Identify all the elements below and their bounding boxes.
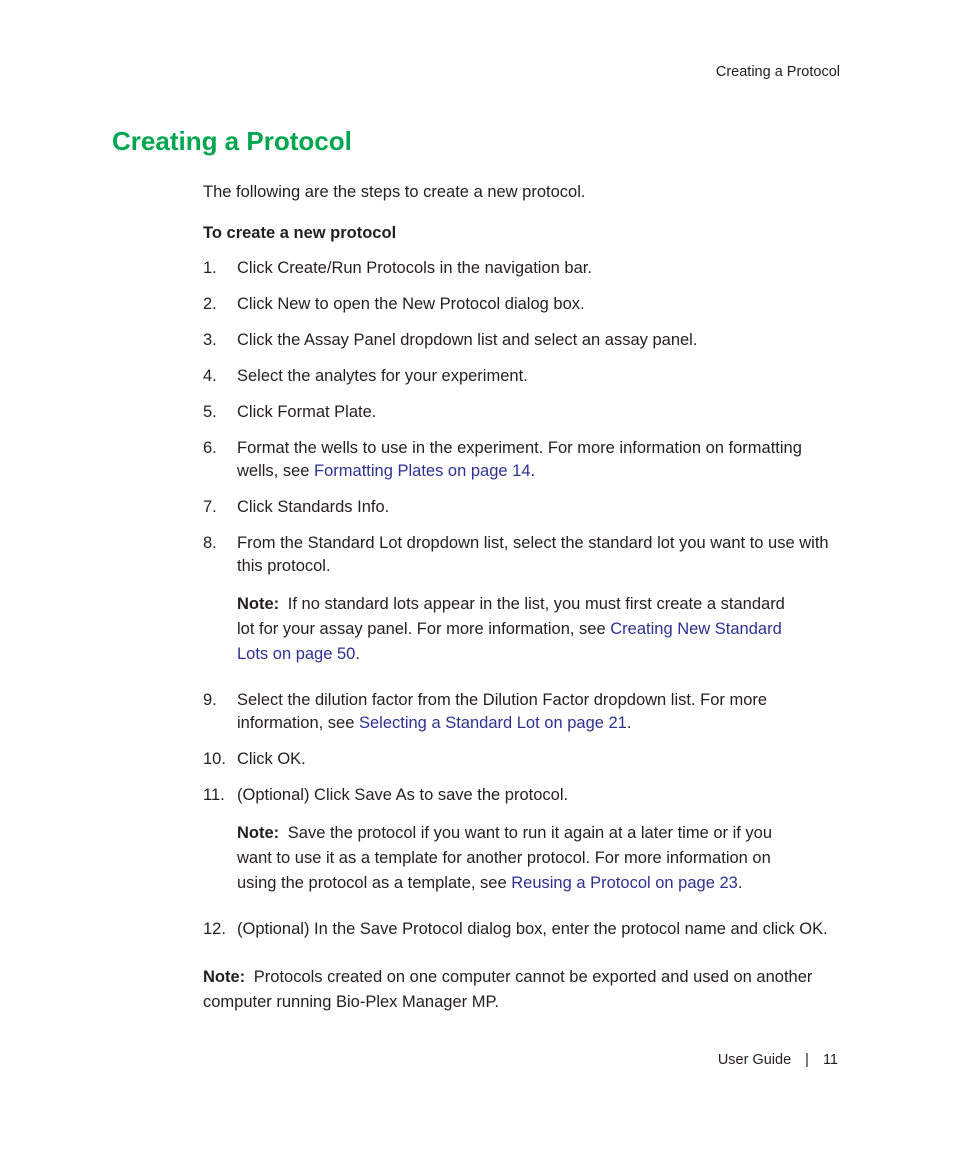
step-item (203, 401, 833, 424)
step-text: Select the dilution factor from the Dilution Factor dropdown list. For more information, see (237, 691, 768, 732)
step-item (203, 437, 833, 483)
step-number: 2. (203, 295, 217, 313)
step-item (203, 689, 833, 735)
step-text: Click Format Plate. (237, 403, 377, 421)
page-title: Creating a Protocol (112, 126, 352, 156)
step-text-end: . (530, 462, 536, 480)
note-text: Protocols created on one computer cannot be exported and used on another computer running Bio-Plex Manager MP. (203, 968, 813, 1011)
step-number: 1. (203, 259, 217, 277)
note-label: Note: (203, 968, 246, 986)
note-label: Note: (237, 824, 280, 842)
step-number: 5. (203, 403, 217, 421)
step-item (203, 532, 833, 667)
step-text: Click Create/Run Protocols in the navigation bar. (237, 259, 592, 277)
step-item (203, 293, 833, 316)
note-text-end: . (737, 874, 743, 892)
step-item (203, 496, 833, 519)
link-formatting-plates[interactable]: Formatting Plates on page 14 (314, 462, 531, 480)
procedure-heading: To create a new protocol (203, 224, 397, 242)
link-creating-new-standard-lots[interactable]: Creating New Standard Lots on page 50 (237, 620, 782, 663)
step-item (203, 365, 833, 388)
step-note (237, 821, 803, 896)
step-number: 11. (203, 786, 225, 804)
step-note (237, 592, 803, 667)
page-footer (718, 1052, 838, 1068)
steps-list (203, 257, 833, 941)
footer-separator: | (805, 1052, 809, 1068)
intro-paragraph: The following are the steps to create a new protocol. (203, 183, 586, 201)
page-number: 11 (822, 1052, 838, 1068)
running-header: Creating a Protocol (715, 64, 840, 80)
final-note (203, 965, 833, 1015)
link-reusing-protocol[interactable]: Reusing a Protocol on page 23 (511, 874, 738, 892)
step-number: 7. (203, 498, 217, 516)
note-label: Note: (237, 595, 280, 613)
note-text: Save the protocol if you want to run it again at a later time or if you want to use it as a template for another protocol. For more information on using the protocol as a template, see (237, 824, 773, 892)
step-number: 10. (203, 750, 226, 768)
step-number: 4. (203, 367, 217, 385)
step-item (203, 784, 833, 896)
footer-guide-label: User Guide (717, 1052, 792, 1068)
step-number: 3. (203, 331, 217, 349)
step-number: 8. (203, 534, 217, 552)
step-text: (Optional) Click Save As to save the protocol. (237, 786, 569, 804)
step-text: (Optional) In the Save Protocol dialog box, enter the protocol name and click OK. (237, 920, 828, 938)
step-number: 12. (203, 920, 226, 938)
step-text: From the Standard Lot dropdown list, select the standard lot you want to use with this protocol. (237, 534, 829, 575)
body-content (203, 181, 833, 1015)
step-item (203, 257, 833, 280)
step-number: 6. (203, 439, 217, 457)
step-text: Click OK. (237, 750, 306, 768)
step-text: Click New to open the New Protocol dialog box. (237, 295, 585, 313)
note-text: If no standard lots appear in the list, you must first create a standard lot for your assay panel. For more information, see (237, 595, 785, 638)
step-text-end: . (626, 714, 632, 732)
step-item (203, 329, 833, 352)
step-text: Click Standards Info. (237, 498, 390, 516)
link-selecting-standard-lot[interactable]: Selecting a Standard Lot on page 21 (358, 714, 627, 732)
note-text-end: . (355, 645, 360, 663)
step-text: Select the analytes for your experiment. (237, 367, 528, 385)
step-item (203, 918, 833, 941)
step-text: Click the Assay Panel dropdown list and select an assay panel. (237, 331, 698, 349)
step-text: Format the wells to use in the experiment. For more information on formatting wells, see (237, 439, 802, 480)
step-number: 9. (203, 691, 217, 709)
step-item (203, 748, 833, 771)
